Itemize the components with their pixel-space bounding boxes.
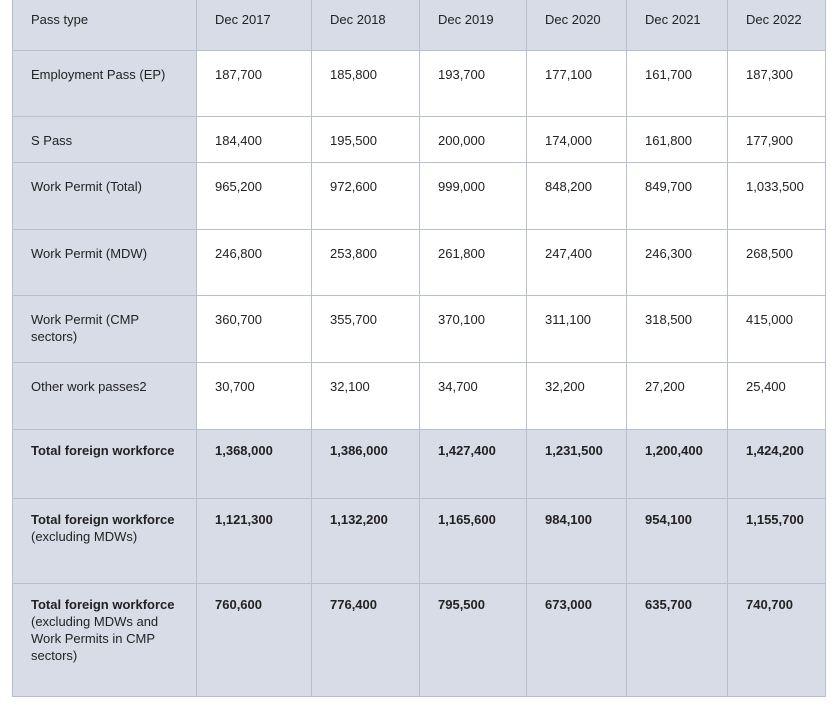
table-cell: 34,700 [420,363,527,430]
total-cell: 635,700 [627,584,728,697]
table-cell: 246,800 [197,230,312,296]
header-cell: Dec 2019 [420,0,527,51]
table-row [13,163,826,230]
total-row [13,584,826,697]
row-label: Other work passes2 [13,363,197,430]
total-cell: 1,424,200 [728,430,826,499]
total-label-text: Total foreign workforce [31,512,175,527]
table-cell: 1,033,500 [728,163,826,230]
total-label [13,499,197,584]
table-cell: 261,800 [420,230,527,296]
table-cell: 25,400 [728,363,826,430]
total-cell: 1,368,000 [197,430,312,499]
table-cell: 415,000 [728,296,826,363]
table-cell: 193,700 [420,51,527,117]
table-cell: 848,200 [527,163,627,230]
table-cell: 30,700 [197,363,312,430]
row-label: Work Permit (Total) [13,163,197,230]
total-cell: 1,121,300 [197,499,312,584]
header-cell: Dec 2018 [312,0,420,51]
table-row [13,296,826,363]
total-row [13,499,826,584]
table-cell: 311,100 [527,296,627,363]
total-cell: 1,200,400 [627,430,728,499]
table-cell: 174,000 [527,117,627,163]
total-label-text: Total foreign workforce [31,443,175,458]
foreign-workforce-table [12,0,826,697]
total-cell: 1,165,600 [420,499,527,584]
table-cell: 999,000 [420,163,527,230]
row-label: S Pass [13,117,197,163]
total-cell: 1,386,000 [312,430,420,499]
table-row [13,363,826,430]
header-cell: Dec 2020 [527,0,627,51]
table-cell: 27,200 [627,363,728,430]
table-cell: 195,500 [312,117,420,163]
total-cell: 1,155,700 [728,499,826,584]
row-label: Work Permit (MDW) [13,230,197,296]
table-cell: 253,800 [312,230,420,296]
table-cell: 184,400 [197,117,312,163]
row-label: Work Permit (CMP sectors) [13,296,197,363]
total-cell: 984,100 [527,499,627,584]
total-cell: 795,500 [420,584,527,697]
table-cell: 32,100 [312,363,420,430]
table-cell: 177,100 [527,51,627,117]
total-row [13,430,826,499]
table-cell: 318,500 [627,296,728,363]
total-cell: 1,132,200 [312,499,420,584]
header-cell: Dec 2022 [728,0,826,51]
total-sublabel: (excluding MDWs) [31,529,138,544]
table-row [13,230,826,296]
table-cell: 177,900 [728,117,826,163]
total-label [13,430,197,499]
table-cell: 370,100 [420,296,527,363]
table-cell: 187,300 [728,51,826,117]
table-cell: 161,700 [627,51,728,117]
total-cell: 740,700 [728,584,826,697]
total-cell: 776,400 [312,584,420,697]
table-cell: 187,700 [197,51,312,117]
total-sublabel: (excluding MDWs and Work Permits in CMP sectors) [31,614,159,663]
table-cell: 32,200 [527,363,627,430]
table-cell: 247,400 [527,230,627,296]
header-cell: Dec 2017 [197,0,312,51]
table-cell: 360,700 [197,296,312,363]
table-cell: 268,500 [728,230,826,296]
total-label [13,584,197,697]
total-cell: 673,000 [527,584,627,697]
total-label-text: Total foreign workforce [31,597,175,612]
row-label: Employment Pass (EP) [13,51,197,117]
total-cell: 1,427,400 [420,430,527,499]
table-cell: 965,200 [197,163,312,230]
total-cell: 954,100 [627,499,728,584]
table-cell: 200,000 [420,117,527,163]
table-row [13,51,826,117]
table-row [13,117,826,163]
table-cell: 246,300 [627,230,728,296]
header-row [13,0,826,51]
table-cell: 161,800 [627,117,728,163]
table-cell: 972,600 [312,163,420,230]
header-cell: Dec 2021 [627,0,728,51]
total-cell: 1,231,500 [527,430,627,499]
table-cell: 849,700 [627,163,728,230]
total-cell: 760,600 [197,584,312,697]
table-cell: 185,800 [312,51,420,117]
table-cell: 355,700 [312,296,420,363]
header-cell: Pass type [13,0,197,51]
